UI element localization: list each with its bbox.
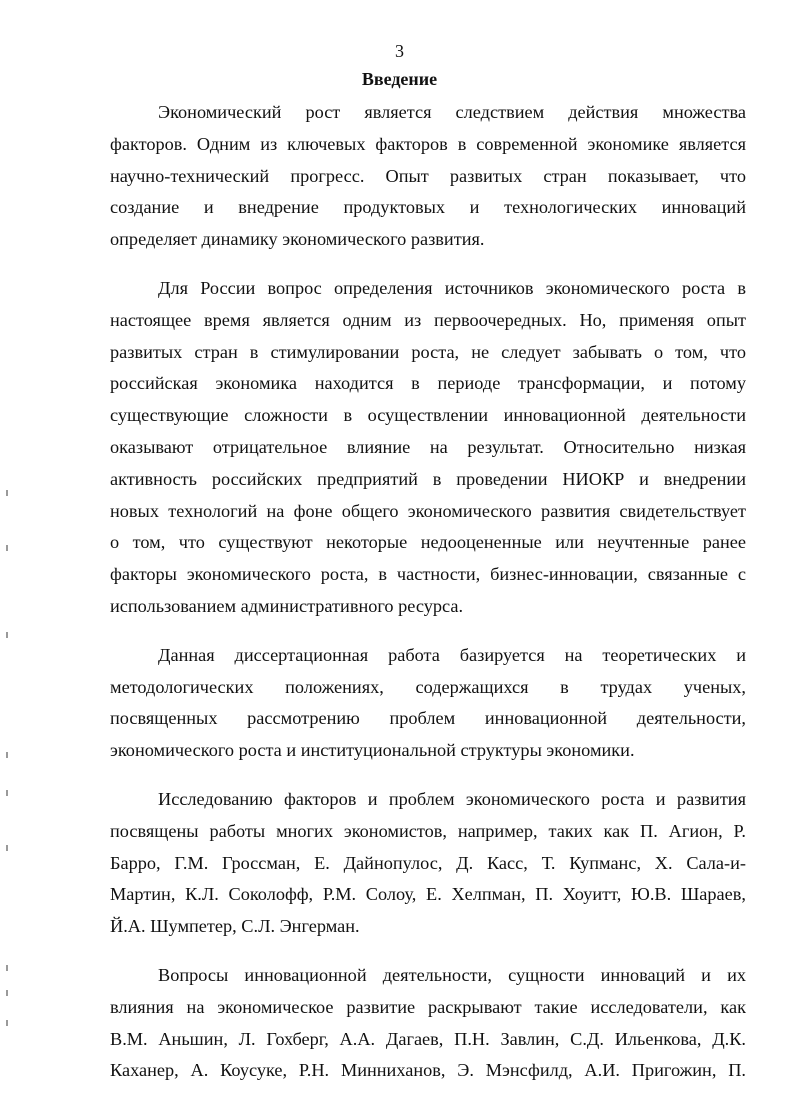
text-line: существующие сложности в осуществлении инновационной деятельности (110, 405, 746, 426)
paragraph-1 (110, 97, 746, 256)
page-number: 3 (395, 41, 404, 61)
text-line: Й.А. Шумпетер, С.Л. Энгерман. (110, 916, 360, 937)
scan-mark (6, 1020, 8, 1026)
paragraph-4 (110, 784, 746, 943)
text-line: активность российских предприятий в проведении НИОКР и внедрении (110, 468, 746, 489)
paragraph-3 (110, 640, 746, 767)
text-line: посвященных рассмотрению проблем инновационной деятельности, (110, 708, 746, 729)
text-line: научно-технический прогресс. Опыт развитых стран показывает, что (110, 165, 746, 186)
text-line: методологических положениях, содержащихся в трудах ученых, (110, 676, 746, 697)
document-body (110, 97, 746, 1087)
text-line: Вопросы инновационной деятельности, сущности инноваций и их (158, 964, 746, 985)
text-line: использованием административного ресурса. (110, 595, 464, 616)
text-line: Для России вопрос определения источников экономического роста в (158, 277, 746, 298)
scan-mark (6, 990, 8, 996)
scan-mark (6, 490, 8, 496)
text-line: Мартин, К.Л. Соколофф, Р.М. Солоу, Е. Хелпман, П. Хоуитт, Ю.В. Шараев, (110, 884, 746, 905)
text-line: определяет динамику экономического развития. (110, 229, 485, 250)
scan-mark (6, 632, 8, 638)
scan-mark (6, 545, 8, 551)
page-title: Введение (361, 69, 438, 89)
text-line: Каханер, А. Коусуке, Р.Н. Минниханов, Э. Мэнсфилд, А.И. Пригожин, П. (110, 1060, 746, 1081)
scan-mark (6, 845, 8, 851)
text-line: Данная диссертационная работа базируется на теоретических и (158, 644, 746, 665)
text-line: новых технологий на фоне общего экономического развития свидетельствует (110, 500, 746, 521)
text-line: оказывают отрицательное влияние на результат. Относительно низкая (110, 436, 746, 457)
scan-mark (6, 752, 8, 758)
text-line: настоящее время является одним из первоочередных. Но, применяя опыт (110, 309, 746, 330)
text-line: В.М. Аньшин, Л. Гохберг, А.А. Дагаев, П.Н. Завлин, С.Д. Ильенкова, Д.К. (110, 1028, 746, 1049)
text-line: Барро, Г.М. Гроссман, Е. Дайнопулос, Д. Касс, Т. Купманс, Х. Сала-и- (110, 852, 746, 873)
text-line: экономического роста и институциональной структуры экономики. (110, 740, 635, 761)
text-line: факторов. Одним из ключевых факторов в современной экономике является (110, 133, 746, 154)
text-line: посвящены работы многих экономистов, например, таких как П. Агион, Р. (110, 820, 746, 841)
text-line: факторы экономического роста, в частности, бизнес-инновации, связанные с (110, 564, 746, 585)
text-line: Экономический рост является следствием действия множества (158, 102, 746, 122)
text-line: создание и внедрение продуктовых и технологических инноваций (110, 197, 746, 218)
paragraph-5 (110, 960, 746, 1087)
paragraph-2 (110, 273, 746, 623)
text-line: Исследованию факторов и проблем экономического роста и развития (158, 788, 746, 809)
text-line: российская экономика находится в периоде трансформации, и потому (110, 373, 746, 394)
scan-mark (6, 790, 8, 796)
text-line: развитых стран в стимулировании роста, не следует забывать о том, что (110, 341, 746, 362)
text-line: влияния на экономическое развитие раскрывают такие исследователи, как (110, 996, 746, 1017)
text-line: о том, что существуют некоторые недооцененные или неучтенные ранее (110, 532, 746, 553)
scan-mark (6, 965, 8, 971)
